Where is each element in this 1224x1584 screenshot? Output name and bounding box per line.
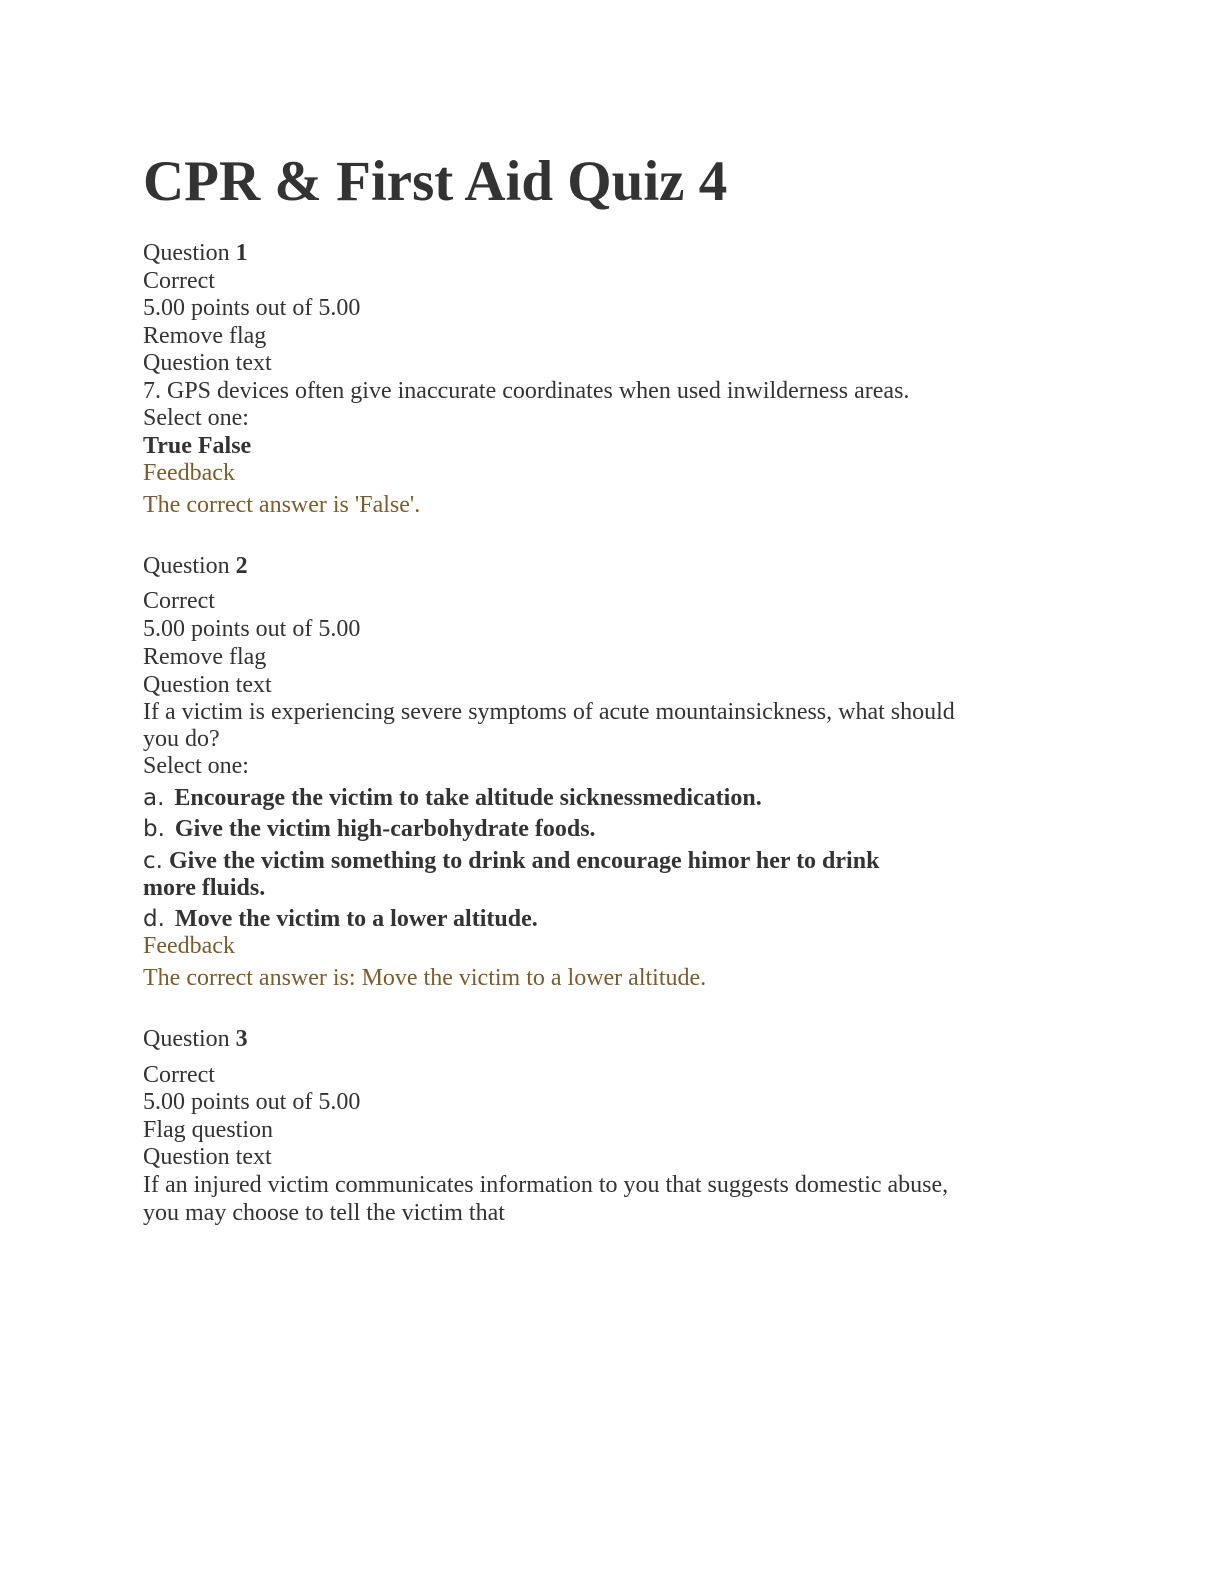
option-letter: a. xyxy=(143,785,165,811)
option-b[interactable] xyxy=(143,815,596,843)
question-1-options[interactable]: True False xyxy=(143,433,252,459)
option-letter: c. xyxy=(143,848,163,874)
question-1-text: 7. GPS devices often give inaccurate coordinates when used inwilderness areas. xyxy=(143,378,910,404)
question-1-heading xyxy=(143,239,248,267)
question-label: Question xyxy=(143,553,230,579)
question-1-select-label: Select one: xyxy=(143,405,249,431)
question-2-text-line2: you do? xyxy=(143,726,220,752)
question-2-points: 5.00 points out of 5.00 xyxy=(143,616,361,642)
question-3-text-label: Question text xyxy=(143,1144,272,1170)
option-c[interactable] xyxy=(143,847,879,875)
question-1-status: Correct xyxy=(143,268,215,294)
option-text: Encourage the victim to take altitude sicknessmedication. xyxy=(174,785,762,811)
question-1-flag-link[interactable]: Remove flag xyxy=(143,323,267,349)
question-number: 2 xyxy=(235,553,248,579)
question-2-text-label: Question text xyxy=(143,672,272,698)
option-letter: b. xyxy=(143,816,165,842)
option-c-continued[interactable]: more fluids. xyxy=(143,875,266,901)
question-1-feedback-label: Feedback xyxy=(143,460,235,486)
option-text: Move the victim to a lower altitude. xyxy=(174,906,538,932)
option-text: Give the victim high-carbohydrate foods. xyxy=(174,816,596,842)
question-1-text-label: Question text xyxy=(143,350,272,376)
question-label: Question xyxy=(143,240,230,266)
option-text: Give the victim something to drink and encourage himor her to drink xyxy=(168,848,880,874)
question-number: 3 xyxy=(235,1026,248,1052)
option-letter: d. xyxy=(143,906,165,932)
question-2-text-line1: If a victim is experiencing severe symptoms of acute mountainsickness, what should xyxy=(143,699,955,725)
question-3-points: 5.00 points out of 5.00 xyxy=(143,1089,361,1115)
question-2-status: Correct xyxy=(143,588,215,614)
question-3-text-line1: If an injured victim communicates information to you that suggests domestic abuse, xyxy=(143,1172,949,1198)
question-2-heading xyxy=(143,552,248,580)
question-3-flag-link[interactable]: Flag question xyxy=(143,1117,273,1143)
question-3-heading xyxy=(143,1025,248,1053)
option-a[interactable] xyxy=(143,784,762,812)
page-title: CPR & First Aid Quiz 4 xyxy=(143,150,728,213)
question-2-feedback-label: Feedback xyxy=(143,933,235,959)
option-d[interactable] xyxy=(143,905,538,933)
question-2-select-label: Select one: xyxy=(143,753,249,779)
question-3-status: Correct xyxy=(143,1062,215,1088)
question-label: Question xyxy=(143,1026,230,1052)
question-1-feedback: The correct answer is 'False'. xyxy=(143,492,421,518)
question-2-feedback: The correct answer is: Move the victim to a lower altitude. xyxy=(143,965,707,991)
question-3-text-line2: you may choose to tell the victim that xyxy=(143,1200,505,1226)
question-number: 1 xyxy=(235,240,248,266)
question-1-points: 5.00 points out of 5.00 xyxy=(143,295,361,321)
question-2-flag-link[interactable]: Remove flag xyxy=(143,644,267,670)
